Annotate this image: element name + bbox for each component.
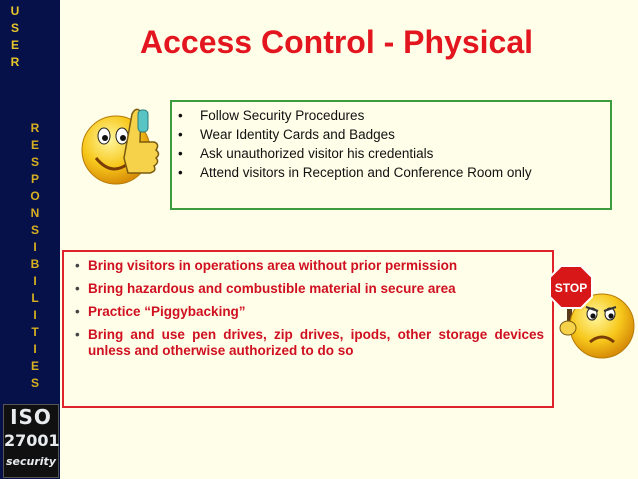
sidebar-letter: I [33, 342, 37, 356]
iso-27001-logo [3, 404, 59, 478]
sidebar-letter: E [30, 138, 39, 152]
page-title: Access Control - Physical [140, 24, 534, 60]
dos-item: • Follow Security Procedures [200, 106, 610, 125]
logo-text: ISO [10, 405, 52, 429]
donts-item: • Bring hazardous and combustible material in secure area [88, 281, 544, 297]
sidebar-letter: P [30, 172, 39, 186]
dos-item: • Wear Identity Cards and Badges [200, 125, 610, 144]
thumbs-up-smiley-icon [78, 100, 168, 195]
dos-box [170, 100, 612, 210]
sidebar-letter: N [30, 206, 40, 220]
sidebar-letter: T [31, 325, 39, 339]
donts-item: • Practice “Piggybacking” [88, 304, 544, 320]
sidebar-letter: I [33, 308, 37, 322]
sidebar-letter: S [30, 223, 39, 237]
dos-list [172, 102, 610, 182]
sidebar-letter: S [30, 155, 39, 169]
stop-sign-smiley-icon [550, 262, 636, 362]
sidebar-letter: R [10, 55, 20, 69]
donts-list [64, 252, 552, 359]
sidebar-letter: E [30, 359, 39, 373]
sidebar-letter: U [10, 4, 20, 18]
donts-item: • Bring visitors in operations area without prior permission [88, 258, 544, 274]
logo-text: 27001 [4, 431, 60, 450]
sidebar-letter: E [10, 38, 19, 52]
donts-box [62, 250, 554, 408]
donts-item: • Bring and use pen drives, zip drives, ipods, other storage devices unless and otherwise authorized to do so [88, 327, 544, 359]
sidebar-letter: S [10, 21, 19, 35]
sidebar-letter: L [31, 291, 39, 305]
dos-item: • Ask unauthorized visitor his credentials [200, 144, 610, 163]
sidebar-letter: S [30, 376, 39, 390]
dos-item: • Attend visitors in Reception and Conference Room only [200, 163, 610, 182]
stop-sign-text: STOP [554, 281, 588, 295]
sidebar-letter: I [33, 240, 37, 254]
logo-text: security [6, 455, 56, 468]
sidebar [0, 0, 60, 479]
sidebar-letter: B [30, 257, 40, 271]
sidebar-letter: R [30, 121, 40, 135]
sidebar-letter: O [30, 189, 40, 203]
sidebar-letter: I [33, 274, 37, 288]
